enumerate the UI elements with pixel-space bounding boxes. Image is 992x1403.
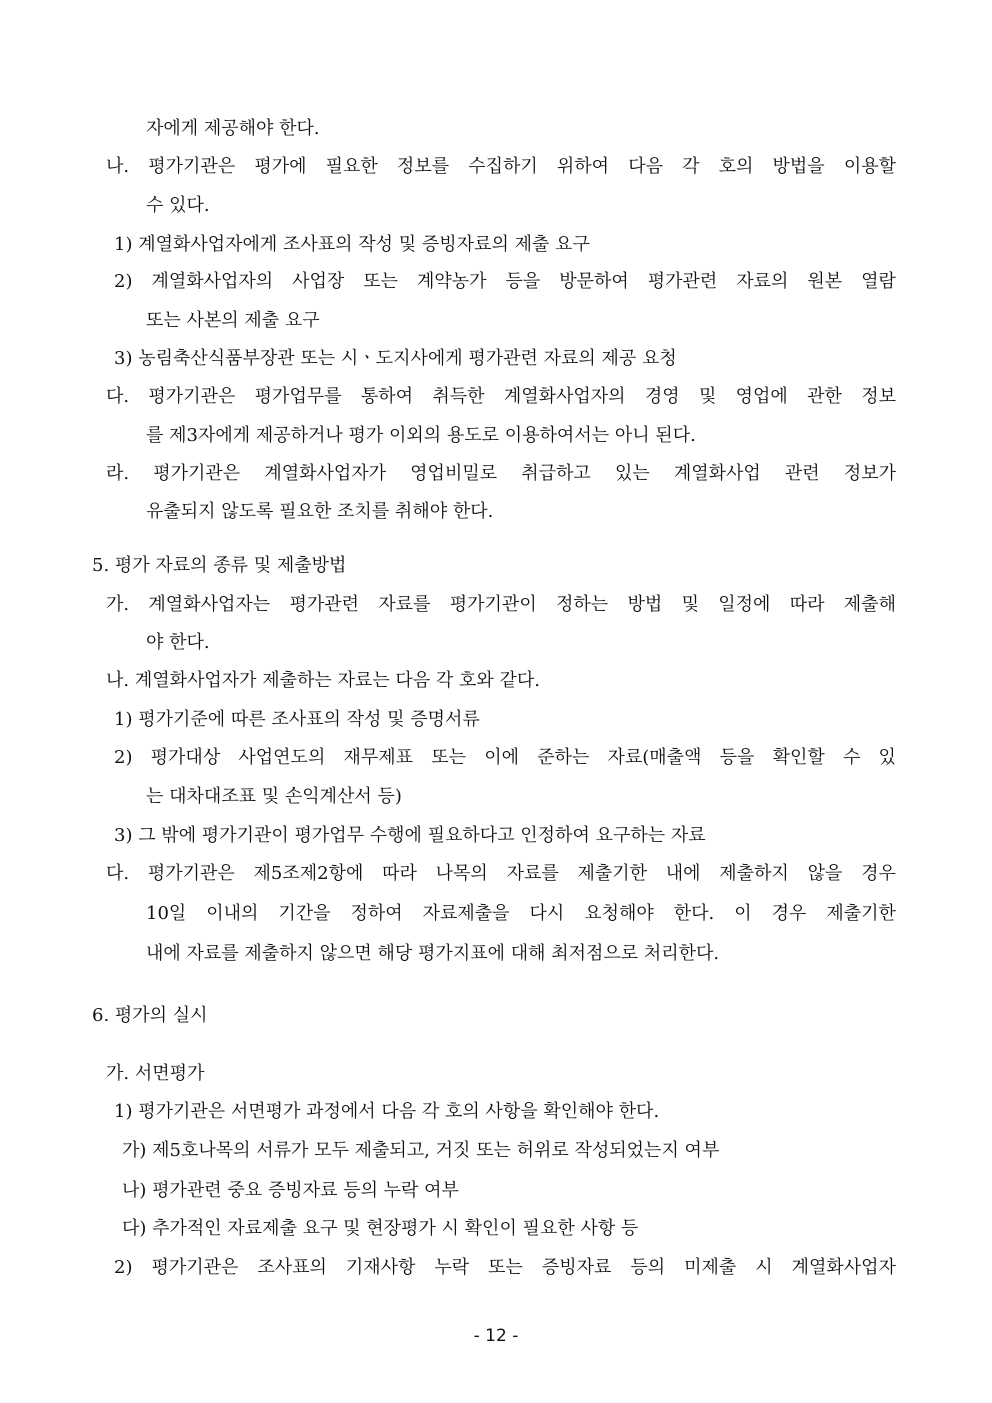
text-line: 자에게 제공해야 한다. bbox=[146, 118, 320, 139]
word: 계열화사업자가 bbox=[264, 463, 387, 484]
word: 사업연도의 bbox=[238, 747, 326, 768]
word: 확인할 bbox=[772, 747, 825, 768]
text-line bbox=[106, 594, 896, 616]
word: 호의 bbox=[718, 156, 754, 177]
word: 영업비밀로 bbox=[410, 463, 498, 484]
word: 재무제표 bbox=[343, 747, 414, 768]
text-line bbox=[106, 386, 896, 408]
word: 방문하여 bbox=[559, 271, 629, 292]
word: 한다. bbox=[673, 903, 715, 924]
word: 평가기관이 bbox=[449, 594, 537, 615]
word: 따라 bbox=[789, 594, 825, 615]
text-line: 가) 제5호나목의 서류가 모두 제출되고, 거짓 또는 허위로 작성되었는지 여부 bbox=[122, 1140, 720, 1161]
word: 평가업무를 bbox=[254, 386, 342, 407]
word: 누락 bbox=[434, 1257, 470, 1278]
word: 경우 bbox=[861, 863, 896, 884]
word: 취급하고 bbox=[521, 463, 591, 484]
word: 관한 bbox=[807, 386, 842, 407]
word: 이용할 bbox=[843, 156, 896, 177]
text-line: 내에 자료를 제출하지 않으면 해당 평가지표에 대해 최저점으로 처리한다. bbox=[146, 943, 720, 964]
text-line: 다) 추가적인 자료제출 요구 및 현장평가 시 확인이 필요한 사항 등 bbox=[122, 1218, 639, 1239]
word: 통하여 bbox=[360, 386, 414, 407]
section-heading: 5. 평가 자료의 종류 및 제출방법 bbox=[92, 555, 347, 576]
word: 평가에 bbox=[254, 156, 307, 177]
word: 방법 bbox=[627, 594, 663, 615]
word: 이내의 bbox=[206, 903, 259, 924]
word: 2) bbox=[114, 1257, 133, 1278]
word: 제5조제2항에 bbox=[253, 863, 364, 884]
word: 계열화사업자의 bbox=[503, 386, 626, 407]
word: 2) bbox=[114, 271, 133, 292]
word: 자료(매출액 bbox=[607, 747, 702, 768]
word: 수집하기 bbox=[468, 156, 538, 177]
word: 나목의 bbox=[435, 863, 488, 884]
word: 제출기한 bbox=[826, 903, 896, 924]
text-line: 3) 그 밖에 평가기관이 평가업무 수행에 필요하다고 인정하여 요구하는 자료 bbox=[114, 825, 706, 846]
word: 계약농가 bbox=[416, 271, 487, 292]
word: 이 bbox=[734, 903, 752, 924]
word: 정보를 bbox=[396, 156, 450, 177]
word: 및 bbox=[681, 594, 699, 615]
word: 평가기관은 bbox=[147, 863, 235, 884]
word: 또는 bbox=[431, 747, 467, 768]
word: 조사표의 bbox=[257, 1257, 327, 1278]
text-line bbox=[114, 271, 896, 293]
word: 일정에 bbox=[718, 594, 771, 615]
word: 제출하지 bbox=[719, 863, 789, 884]
word: 원본 bbox=[807, 271, 843, 292]
word: 등을 bbox=[719, 747, 755, 768]
word: 자료제출을 bbox=[422, 903, 510, 924]
word: 위하여 bbox=[556, 156, 610, 177]
word: 자료를 bbox=[506, 863, 559, 884]
word: 계열화사업자 bbox=[791, 1257, 896, 1278]
word: 준하는 bbox=[537, 747, 590, 768]
word: 각 bbox=[682, 156, 700, 177]
word: 평가기관은 bbox=[148, 156, 236, 177]
word: 자료의 bbox=[736, 271, 789, 292]
word: 경영 bbox=[644, 386, 680, 407]
section-heading: 6. 평가의 실시 bbox=[92, 1005, 208, 1026]
word: 또는 bbox=[363, 271, 399, 292]
word: 등을 bbox=[505, 271, 541, 292]
word: 정보가 bbox=[843, 463, 896, 484]
word: 평가관련 bbox=[647, 271, 718, 292]
word: 요청해야 bbox=[584, 903, 654, 924]
text-line: 가. 서면평가 bbox=[106, 1063, 205, 1084]
text-line bbox=[106, 463, 896, 485]
text-line: 유출되지 않도록 필요한 조치를 취해야 한다. bbox=[146, 501, 494, 522]
word: 다음 bbox=[628, 156, 663, 177]
text-line: 1) 평가기관은 서면평가 과정에서 다음 각 호의 사항을 확인해야 한다. bbox=[114, 1101, 660, 1122]
word: 평가대상 bbox=[150, 747, 221, 768]
text-line: 나) 평가관련 중요 증빙자료 등의 누락 여부 bbox=[122, 1180, 459, 1201]
word: 있는 bbox=[614, 463, 650, 484]
word: 수 bbox=[842, 747, 861, 768]
word: 미제출 bbox=[684, 1257, 737, 1278]
word: 증빙자료 bbox=[541, 1257, 612, 1278]
word: 계열화사업자의 bbox=[151, 271, 274, 292]
text-line bbox=[146, 903, 896, 925]
word: 다. bbox=[106, 863, 130, 884]
word: 평가기관은 bbox=[148, 386, 236, 407]
word: 및 bbox=[698, 386, 717, 407]
word: 필요한 bbox=[325, 156, 378, 177]
word: 자료를 bbox=[378, 594, 431, 615]
word: 관련 bbox=[784, 463, 820, 484]
word: 평가관련 bbox=[289, 594, 359, 615]
page-number: - 12 - bbox=[473, 1326, 519, 1346]
text-line bbox=[106, 863, 896, 885]
word: 있 bbox=[878, 747, 896, 768]
word: 경우 bbox=[771, 903, 807, 924]
text-line bbox=[114, 1257, 896, 1279]
word: 또는 bbox=[488, 1257, 523, 1278]
text-line: 1) 평가기준에 따른 조사표의 작성 및 증명서류 bbox=[114, 709, 480, 730]
word: 열람 bbox=[861, 271, 896, 292]
word: 기재사항 bbox=[345, 1257, 416, 1278]
text-line bbox=[114, 747, 896, 769]
word: 평가기관은 bbox=[151, 1257, 239, 1278]
text-line: 를 제3자에게 제공하거나 평가 이외의 용도로 이용하여서는 아니 된다. bbox=[146, 425, 696, 446]
word: 다. bbox=[106, 386, 130, 407]
word: 나. bbox=[106, 156, 130, 177]
word: 사업장 bbox=[292, 271, 345, 292]
word: 가. bbox=[106, 594, 130, 615]
text-line bbox=[106, 156, 896, 178]
word: 라. bbox=[106, 463, 130, 484]
word: 취득한 bbox=[432, 386, 485, 407]
word: 정보 bbox=[861, 386, 896, 407]
word: 이에 bbox=[484, 747, 519, 768]
word: 내에 bbox=[665, 863, 701, 884]
word: 계열화사업자는 bbox=[148, 594, 271, 615]
word: 다시 bbox=[529, 903, 565, 924]
word: 기간을 bbox=[278, 903, 331, 924]
word: 제출해 bbox=[843, 594, 896, 615]
word: 않을 bbox=[807, 863, 843, 884]
word: 등의 bbox=[630, 1257, 666, 1278]
word: 영업에 bbox=[735, 386, 788, 407]
text-line: 1) 계열화사업자에게 조사표의 작성 및 증빙자료의 제출 요구 bbox=[114, 234, 590, 255]
word: 따라 bbox=[382, 863, 417, 884]
word: 정하는 bbox=[556, 594, 609, 615]
word: 방법을 bbox=[772, 156, 825, 177]
word: 평가기관은 bbox=[153, 463, 241, 484]
text-line: 야 한다. bbox=[146, 632, 210, 653]
text-line: 나. 계열화사업자가 제출하는 자료는 다음 각 호와 같다. bbox=[106, 670, 541, 691]
text-line: 3) 농림축산식품부장관 또는 시ㆍ도지사에게 평가관련 자료의 제공 요청 bbox=[114, 348, 677, 369]
text-line: 는 대차대조표 및 손익계산서 등) bbox=[146, 786, 402, 807]
word: 계열화사업 bbox=[673, 463, 761, 484]
text-line: 또는 사본의 제출 요구 bbox=[146, 310, 320, 331]
word: 정하여 bbox=[350, 903, 403, 924]
word: 제출기한 bbox=[577, 863, 648, 884]
text-line: 수 있다. bbox=[146, 195, 210, 216]
word: 시 bbox=[755, 1257, 773, 1278]
word: 2) bbox=[114, 747, 133, 768]
word: 10일 bbox=[146, 903, 187, 924]
